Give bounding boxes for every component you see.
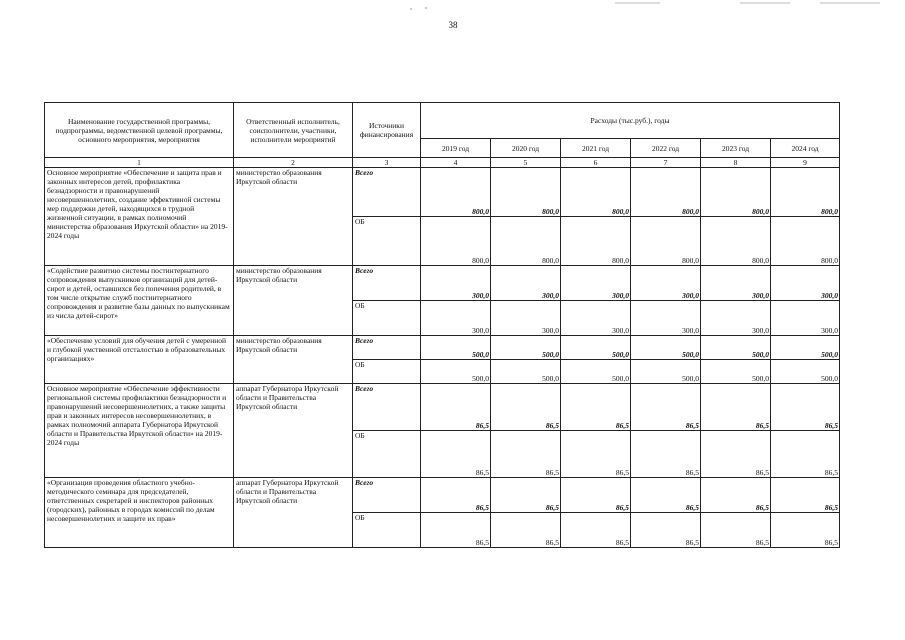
value-ob: 86,5 (701, 431, 771, 478)
value-total: 300,0 (561, 266, 631, 301)
column-number: 1 (45, 158, 234, 168)
value-ob: 500,0 (561, 360, 631, 384)
value-total: 500,0 (701, 336, 771, 360)
header-source: Источники финансирования (353, 103, 421, 158)
value-ob: 500,0 (491, 360, 561, 384)
value-ob: 86,5 (491, 513, 561, 548)
value-total: 86,5 (771, 478, 840, 513)
value-ob: 300,0 (631, 301, 701, 336)
value-ob: 500,0 (771, 360, 840, 384)
source-total: Всего (353, 266, 421, 301)
value-ob: 800,0 (421, 217, 491, 266)
activity-name: «Содействие развитию системы постинтернатного сопровождения выпускников организаций для детей-сирот и детей, оставшихся без попечения родителей, в том числе открытие служб постинтернатного сопровождения и развитие базы данных по выпускникам из числа детей-сирот» (45, 266, 234, 336)
header-year: 2022 год (631, 139, 701, 158)
value-ob: 86,5 (561, 513, 631, 548)
value-ob: 800,0 (491, 217, 561, 266)
executor: аппарат Губернатора Иркутской области и Правительства Иркутской области (234, 384, 353, 478)
value-total: 300,0 (771, 266, 840, 301)
value-total: 300,0 (491, 266, 561, 301)
header-name: Наименование государственной программы, подпрограммы, ведомственной целевой программы, основного мероприятия, мероприятия (45, 103, 234, 158)
column-number: 4 (421, 158, 491, 168)
scan-marks (0, 0, 905, 20)
value-total: 86,5 (491, 478, 561, 513)
value-total: 800,0 (701, 168, 771, 217)
value-ob: 86,5 (561, 431, 631, 478)
header-year: 2019 год (421, 139, 491, 158)
value-total: 86,5 (491, 384, 561, 431)
header-year: 2021 год (561, 139, 631, 158)
value-total: 86,5 (421, 478, 491, 513)
column-numbers-row (45, 158, 840, 168)
column-number: 2 (234, 158, 353, 168)
header-expenses: Расходы (тыс.руб.), годы (421, 103, 840, 139)
value-ob: 300,0 (771, 301, 840, 336)
table-row (45, 478, 840, 513)
value-ob: 300,0 (561, 301, 631, 336)
value-ob: 86,5 (701, 513, 771, 548)
source-ob: ОБ (353, 360, 421, 384)
value-total: 500,0 (561, 336, 631, 360)
value-total: 800,0 (491, 168, 561, 217)
value-total: 500,0 (771, 336, 840, 360)
column-number: 6 (561, 158, 631, 168)
value-total: 500,0 (631, 336, 701, 360)
header-row (45, 103, 840, 139)
value-ob: 86,5 (491, 431, 561, 478)
budget-table (44, 102, 840, 548)
value-ob: 300,0 (421, 301, 491, 336)
executor: министерство образования Иркутской области (234, 336, 353, 384)
activity-name: «Обеспечение условий для обучения детей с умеренной и глубокой умственной отсталостью в образовательных организациях» (45, 336, 234, 384)
page-number: 38 (448, 20, 458, 30)
value-total: 800,0 (631, 168, 701, 217)
value-ob: 800,0 (631, 217, 701, 266)
value-ob: 86,5 (771, 431, 840, 478)
value-ob: 300,0 (701, 301, 771, 336)
value-total: 86,5 (421, 384, 491, 431)
table-row (45, 336, 840, 360)
source-ob: ОБ (353, 301, 421, 336)
value-total: 300,0 (701, 266, 771, 301)
header-year: 2020 год (491, 139, 561, 158)
value-total: 86,5 (701, 478, 771, 513)
value-total: 86,5 (631, 384, 701, 431)
executor: аппарат Губернатора Иркутской области и Правительства Иркутской области (234, 478, 353, 548)
value-ob: 500,0 (631, 360, 701, 384)
value-ob: 86,5 (421, 431, 491, 478)
column-number: 7 (631, 158, 701, 168)
column-number: 5 (491, 158, 561, 168)
source-ob: ОБ (353, 431, 421, 478)
activity-name: «Организация проведения областного учебно-методического семинара для председателей, ответственных секретарей и инспекторов районных (городских), районных в городах комиссий по делам несовершеннолетних и защите их прав» (45, 478, 234, 548)
table-row (45, 384, 840, 431)
value-total: 800,0 (421, 168, 491, 217)
activity-name: Основное мероприятие «Обеспечение эффективности региональной системы профилактики безнадзорности и правонарушений несовершеннолетних, а также защиты прав и законных интересов несовершеннолетних, в рамках полномочий аппарата Губернатора Иркутской области и Правительства Иркутской области» на 2019-2024 годы (45, 384, 234, 478)
value-total: 500,0 (491, 336, 561, 360)
value-total: 500,0 (421, 336, 491, 360)
value-total: 86,5 (561, 478, 631, 513)
table-row (45, 266, 840, 301)
value-total: 800,0 (561, 168, 631, 217)
column-number: 8 (701, 158, 771, 168)
source-ob: ОБ (353, 217, 421, 266)
header-year: 2024 год (771, 139, 840, 158)
value-ob: 500,0 (701, 360, 771, 384)
value-ob: 800,0 (561, 217, 631, 266)
value-total: 800,0 (771, 168, 840, 217)
header-year: 2023 год (701, 139, 771, 158)
column-number: 3 (353, 158, 421, 168)
source-total: Всего (353, 384, 421, 431)
value-ob: 500,0 (421, 360, 491, 384)
value-total: 300,0 (421, 266, 491, 301)
value-total: 300,0 (631, 266, 701, 301)
value-total: 86,5 (771, 384, 840, 431)
activity-name: Основное мероприятие «Обеспечение и защита прав и законных интересов детей, профилактика безнадзорности и правонарушений несовершеннолетних, создание эффективной системы мер поддержки детей, находящихся в трудной жизненной ситуации, в рамках полномочий министерства образования Иркутской области» на 2019-2024 годы (45, 168, 234, 266)
value-total: 86,5 (561, 384, 631, 431)
value-ob: 86,5 (631, 513, 701, 548)
source-ob: ОБ (353, 513, 421, 548)
value-ob: 800,0 (701, 217, 771, 266)
value-ob: 300,0 (491, 301, 561, 336)
header-executor: Ответственный исполнитель, соисполнители, участники, исполнители мероприятий (234, 103, 353, 158)
value-ob: 800,0 (771, 217, 840, 266)
value-ob: 86,5 (421, 513, 491, 548)
table-row (45, 168, 840, 217)
column-number: 9 (771, 158, 840, 168)
executor: министерство образования Иркутской области (234, 266, 353, 336)
value-ob: 86,5 (771, 513, 840, 548)
source-total: Всего (353, 168, 421, 217)
value-ob: 86,5 (631, 431, 701, 478)
source-total: Всего (353, 336, 421, 360)
value-total: 86,5 (631, 478, 701, 513)
executor: министерство образования Иркутской области (234, 168, 353, 266)
value-total: 86,5 (701, 384, 771, 431)
source-total: Всего (353, 478, 421, 513)
